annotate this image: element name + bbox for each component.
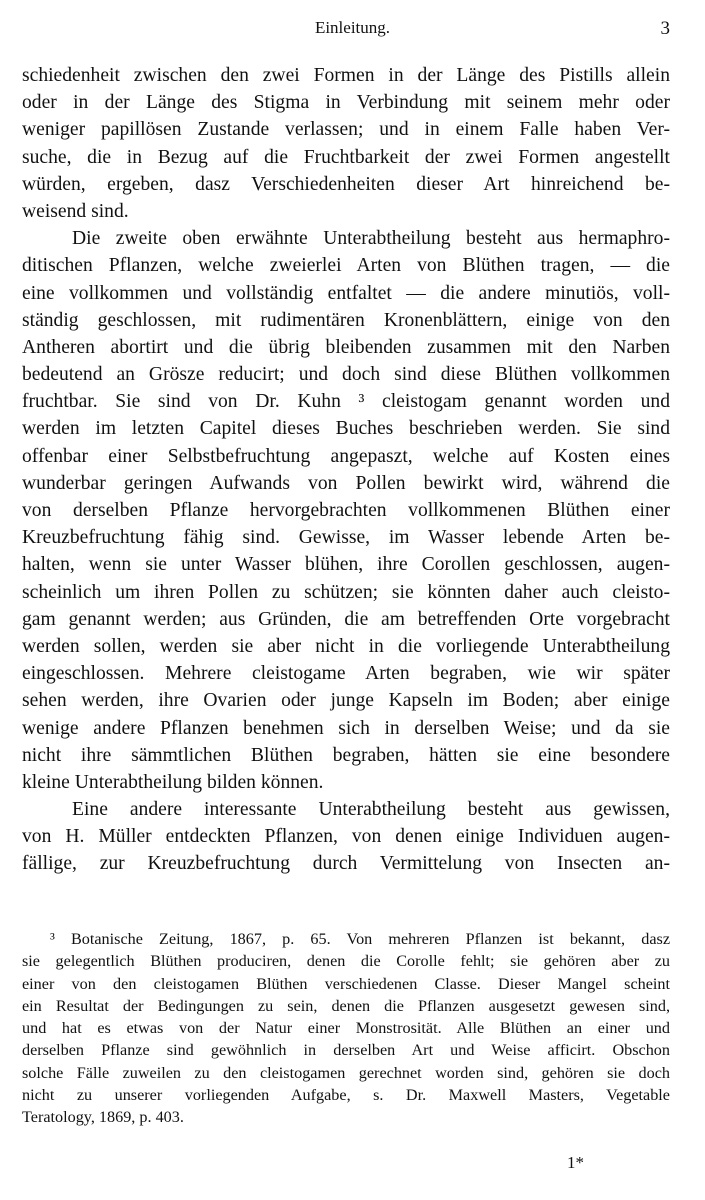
body-line: offenbar einer Selbstbefruchtung angepaszt, welche auf Kosten eines (22, 445, 670, 467)
footnotes (22, 928, 670, 1129)
body-line: bedeutend an Grösze reducirt; und doch sind diese Blüthen vollkommen (22, 364, 670, 386)
body-line: oder in der Länge des Stigma in Verbindung mit seinem mehr oder (22, 92, 670, 114)
body-line: werden im letzten Capitel dieses Buches beschrieben werden. Sie sind (22, 418, 670, 440)
footnote-line: Teratology, 1869, p. 403. (22, 1108, 184, 1127)
running-head (0, 18, 705, 44)
running-title: Einleitung. (314, 18, 391, 37)
body-line: scheinlich um ihren Pollen zu schützen; sie könnten daher auch cleisto- (22, 581, 670, 603)
body-line: kleine Unterabtheilung bilden können. (22, 771, 324, 793)
signature-mark: 1* (567, 1153, 584, 1172)
footnote-line: solche Fälle zuweilen zu den cleistogamen gerechnet worden sind, gehören sie doch (22, 1063, 670, 1082)
footnote-line: ³ Botanische Zeitung, 1867, p. 65. Von mehreren Pflanzen ist bekannt, dasz (50, 930, 670, 948)
body-line: werden sollen, werden sie aber nicht in die vorliegende Unterabtheilung (22, 635, 670, 657)
body-line: von derselben Pflanze hervorgebrachten vollkommenen Blüthen einer (22, 500, 670, 521)
body-line: gam genannt werden; aus Gründen, die am betreffenden Orte vorgebracht (22, 608, 670, 630)
body-line: Kreuzbefruchtung fähig sind. Gewisse, im Wasser lebende Arten be- (22, 527, 670, 549)
footnote-line: und hat es etwas von der Natur einer Monstrosität. Alle Blüthen an einer und (22, 1019, 670, 1038)
body-line: würden, ergeben, dasz Verschiedenheiten dieser Art hinreichend be- (22, 173, 670, 195)
page-number: 3 (660, 18, 670, 39)
body-line: nicht ihre sämmtlichen Blüthen begraben, hätten sie eine besondere (22, 744, 670, 766)
body-line: ditischen Pflanzen, welche zweierlei Arten von Blüthen tragen, — die (22, 255, 670, 277)
body-line: wunderbar geringen Aufwands von Pollen bewirkt wird, während die (22, 472, 670, 494)
body-line: Die zweite oben erwähnte Unterabtheilung besteht aus hermaphro- (72, 228, 670, 250)
body-line: Eine andere interessante Unterabtheilung besteht aus gewissen, (72, 799, 670, 821)
footnote-line: nicht zu unserer vorliegenden Aufgabe, s. Dr. Maxwell Masters, Vegetable (22, 1086, 670, 1105)
body-line: fruchtbar. Sie sind von Dr. Kuhn ³ cleistogam genannt worden und (22, 391, 670, 413)
body-text (22, 62, 670, 878)
footnote-line: sie gelegentlich Blüthen produciren, denen die Corolle fehlt; sie gehören aber zu (22, 952, 670, 971)
footnote-line: einer von den cleistogamen Blüthen verschiedenen Classe. Dieser Mangel scheint (22, 974, 670, 993)
body-line: wenige andere Pflanzen benehmen sich in derselben Weise; und da sie (22, 717, 670, 739)
body-line: suche, die in Bezug auf die Fruchtbarkeit der zwei Formen angestellt (22, 146, 670, 168)
body-line: eingeschlossen. Mehrere cleistogame Arten begraben, wie wir später (22, 663, 670, 685)
body-line: halten, wenn sie unter Wasser blühen, ihre Corollen geschlossen, augen- (22, 554, 670, 576)
footnote-line: ein Resultat der Bedingungen zu sein, denen die Pflanzen ausgesetzt gewesen sind, (22, 996, 670, 1015)
body-line: weisend sind. (22, 200, 129, 222)
body-line: fällige, zur Kreuzbefruchtung durch Vermittelung von Insecten an- (22, 853, 670, 875)
footnote-line: derselben Pflanze sind gewöhnlich in derselben Art und Weise afficirt. Obschon (22, 1041, 670, 1060)
body-line: schiedenheit zwischen den zwei Formen in der Länge des Pistills allein (22, 65, 670, 86)
body-line: ständig geschlossen, mit rudimentären Kronenblättern, einige von den (22, 309, 670, 331)
body-line: weniger papillösen Zustande verlassen; und in einem Falle haben Ver- (22, 119, 670, 141)
body-line: eine vollkommen und vollständig entfaltet — die andere minutiös, voll- (22, 282, 670, 304)
body-line: sehen werden, ihre Ovarien oder junge Kapseln im Boden; aber einige (22, 690, 670, 712)
body-line: von H. Müller entdeckten Pflanzen, von denen einige Individuen augen- (22, 826, 670, 848)
body-line: Antheren abortirt und die übrig bleibenden zusammen mit den Narben (22, 336, 670, 358)
